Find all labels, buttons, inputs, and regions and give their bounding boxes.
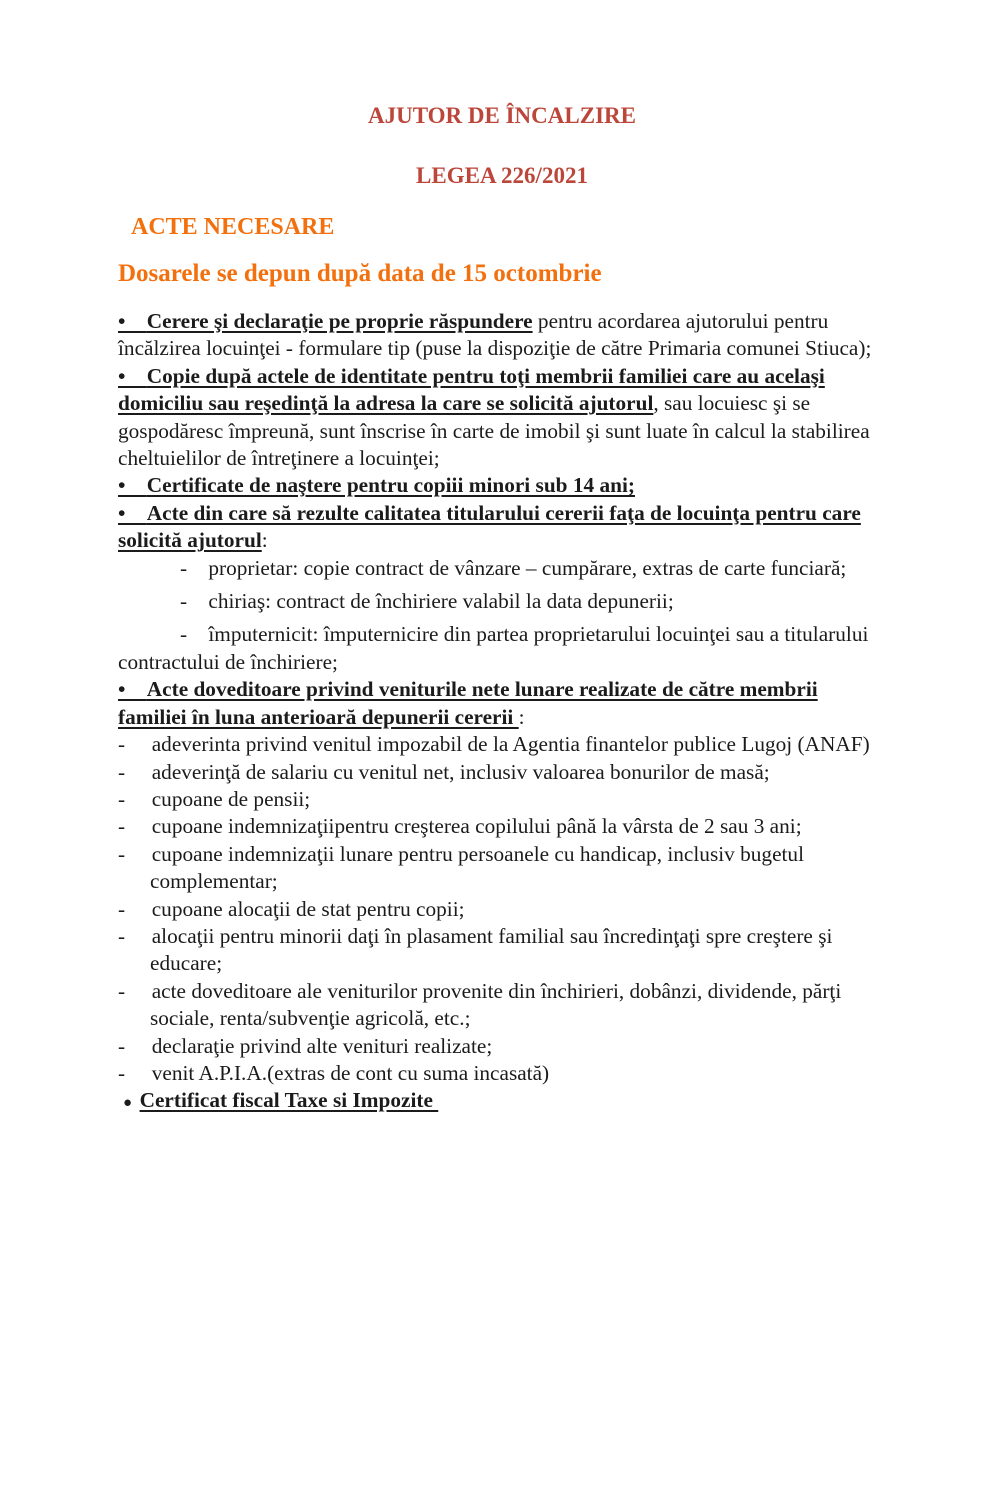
income-item-text: venit A.P.I.A.(extras de cont cu suma incasată) bbox=[151, 1060, 550, 1085]
income-item-other-declaration bbox=[118, 1033, 886, 1060]
bullet-item-ownership-status bbox=[118, 500, 886, 555]
item-lead-bold-underline bbox=[118, 473, 635, 497]
sub-item-proxy bbox=[118, 621, 886, 676]
income-item-anaf bbox=[118, 731, 886, 758]
bullet-icon: • bbox=[118, 500, 147, 525]
item-lead-bold-underline bbox=[118, 309, 533, 333]
dash-icon: - bbox=[118, 814, 152, 839]
dash-icon: - bbox=[118, 896, 152, 921]
dash-icon: - bbox=[180, 622, 209, 647]
dash-icon: - bbox=[118, 1060, 152, 1085]
income-item-text: declaraţie privind alte venituri realizate; bbox=[151, 1033, 493, 1058]
dash-icon: - bbox=[118, 1033, 152, 1058]
bullet-icon: • bbox=[118, 309, 147, 333]
income-item-text: cupoane alocaţii de stat pentru copii; bbox=[151, 896, 465, 921]
bullet-item-income-proof bbox=[118, 676, 886, 731]
income-item-text: acte doveditoare ale veniturilor provenite din închirieri, dobânzi, dividende, părţi sociale, renta/subvenţie agricolă, etc.; bbox=[150, 978, 842, 1031]
income-item-apia bbox=[118, 1060, 886, 1087]
deadline-notice: Dosarele se depun după data de 15 octombrie bbox=[118, 260, 602, 287]
income-item-text: adeverinţă de salariu cu venitul net, inclusiv valoarea bonurilor de masă; bbox=[151, 759, 770, 784]
income-item-text: alocaţii pentru minorii daţi în plasament familial sau încredinţaţi spre creştere şi educare; bbox=[150, 923, 833, 976]
ownership-sub-list bbox=[118, 555, 886, 677]
dash-icon: - bbox=[180, 589, 209, 614]
sub-item-tenant bbox=[118, 588, 886, 615]
bullet-item-identity-copies bbox=[118, 363, 886, 473]
document-law-reference: LEGEA 226/2021 bbox=[416, 163, 588, 188]
item-lead-text: Certificate de naştere pentru copiii minori sub 14 ani; bbox=[146, 473, 635, 498]
income-item-salary bbox=[118, 759, 886, 786]
income-item-text: cupoane de pensii; bbox=[151, 786, 311, 811]
bullet-item-birth-certificates bbox=[118, 472, 886, 499]
item-tail-text: pentru acordarea ajutorului pentru încălzirea locuinţei - formulare tip (puse la dispoziţie de către Primaria comunei Stiuca); bbox=[118, 309, 872, 361]
sub-item-text: chiriaş: contract de închiriere valabil la data depunerii; bbox=[208, 589, 674, 614]
dash-icon: - bbox=[180, 555, 209, 580]
document-page bbox=[0, 102, 989, 1502]
dash-icon: - bbox=[118, 923, 152, 948]
bullet-item-fiscal-certificate bbox=[118, 1087, 886, 1117]
item-lead-text: Certificat fiscal Taxe si Impozite bbox=[139, 1088, 439, 1113]
dash-icon: - bbox=[118, 841, 152, 866]
sub-item-text: împuternicit: împuternicire din partea proprietarului locuinţei sau a titularului contractului de închiriere; bbox=[118, 622, 869, 674]
bullet-icon: • bbox=[118, 677, 147, 702]
dash-icon: - bbox=[118, 759, 152, 784]
item-lead-bold-underline bbox=[118, 501, 861, 552]
income-item-state-allowance bbox=[118, 896, 886, 923]
income-item-child-allowance bbox=[118, 813, 886, 840]
income-item-text: cupoane indemnizaţiipentru creşterea copilului până la vârsta de 2 sau 3 ani; bbox=[151, 814, 802, 839]
dash-icon: - bbox=[118, 732, 152, 757]
income-item-rents-dividends bbox=[118, 978, 886, 1033]
income-item-text: cupoane indemnizaţii lunare pentru persoanele cu handicap, inclusiv bugetul complementar; bbox=[150, 841, 804, 894]
item-lead-text: Cerere şi declaraţie pe proprie răspundere bbox=[146, 309, 533, 333]
income-documents-list bbox=[118, 731, 886, 1087]
item-tail-text: : bbox=[261, 528, 268, 553]
income-item-foster-care bbox=[118, 923, 886, 978]
bullet-icon: • bbox=[118, 473, 147, 498]
bullet-icon: • bbox=[118, 363, 147, 388]
item-lead-text: Acte doveditoare privind veniturile nete lunare realizate de către membrii familiei în luna anterioară depunerii cererii bbox=[118, 677, 818, 729]
dash-icon: - bbox=[118, 978, 152, 1003]
disc-bullet-icon: ● bbox=[123, 1095, 140, 1112]
item-lead-bold-underline bbox=[118, 677, 818, 728]
income-item-text: adeverinta privind venitul impozabil de la Agentia finantelor publice Lugoj (ANAF) bbox=[151, 732, 870, 757]
bullet-item-request-declaration bbox=[118, 308, 886, 363]
income-item-disability bbox=[118, 841, 886, 896]
dash-icon: - bbox=[118, 786, 152, 811]
item-lead-text: Acte din care să rezulte calitatea titularului cererii faţa de locuinţa pentru care solicită ajutorul bbox=[118, 500, 861, 553]
sub-item-text: proprietar: copie contract de vânzare – cumpărare, extras de carte funciară; bbox=[208, 555, 847, 580]
item-tail-text: : bbox=[518, 704, 525, 729]
document-body bbox=[118, 308, 886, 1118]
sub-item-owner bbox=[118, 555, 886, 582]
income-item-pension bbox=[118, 786, 886, 813]
item-lead-text: Copie după actele de identitate pentru toţi membrii familiei care au acelaşi domiciliu sau reşedinţă la adresa la care se solicită ajutorul bbox=[118, 363, 825, 416]
document-title: AJUTOR DE ÎNCALZIRE bbox=[368, 103, 636, 128]
item-tail-text: , sau locuiesc şi se gospodăresc împreună, sunt înscrise în carte de imobil şi sunt luate în calcul la stabilirea cheltuielilor de întreţinere a locuinţei; bbox=[118, 391, 870, 471]
section-heading: ACTE NECESARE bbox=[131, 214, 335, 240]
